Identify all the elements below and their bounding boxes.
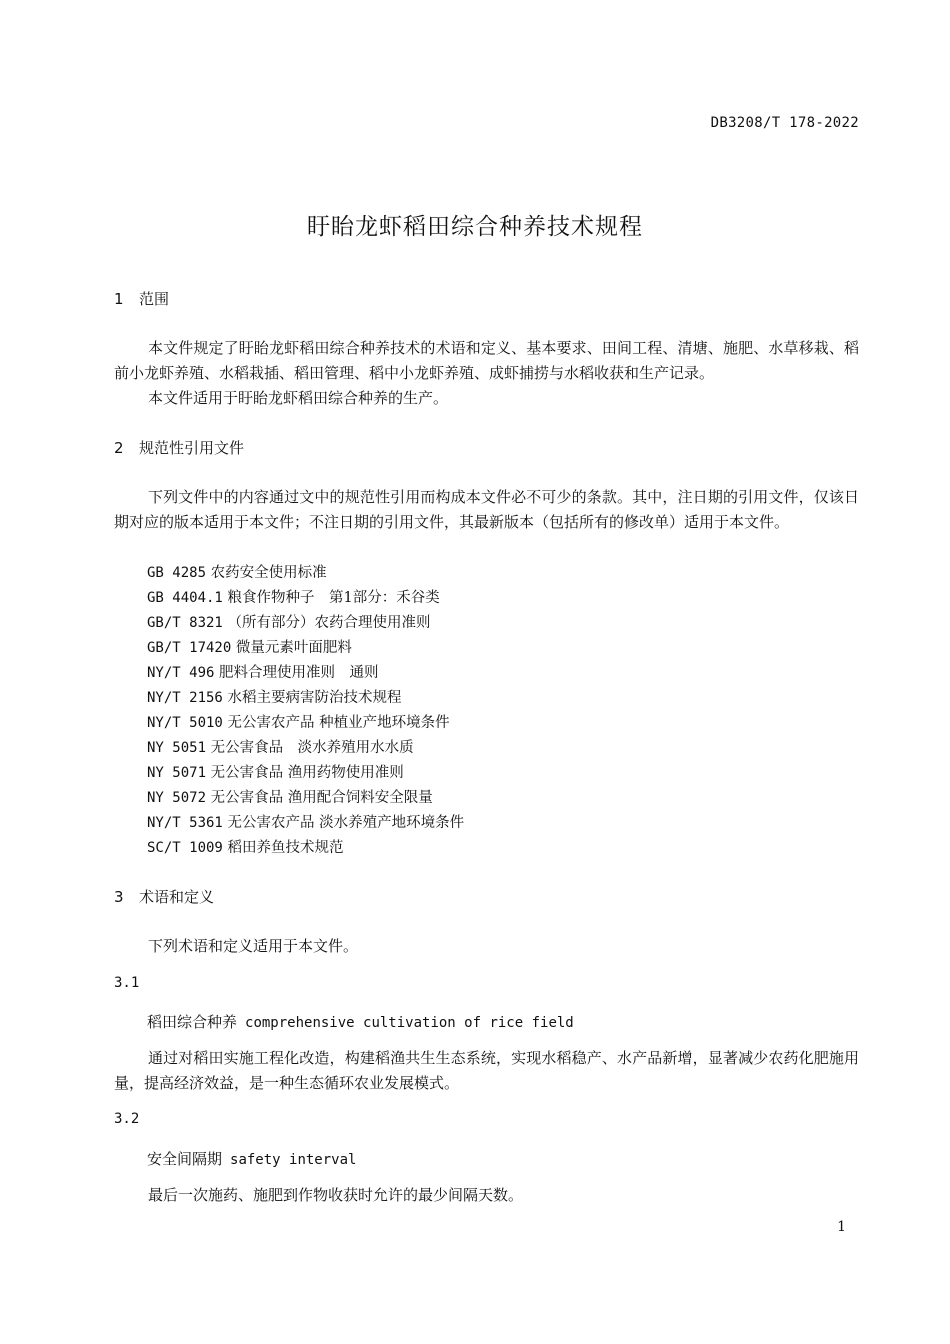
- reference-item: SC/T 1009 稻田养鱼技术规范: [147, 840, 344, 856]
- term-entry: [147, 1011, 574, 1032]
- document-number: DB3208/T 178-2022: [710, 115, 859, 131]
- section-title: 范围: [139, 290, 170, 308]
- section-heading-terms: [114, 886, 214, 907]
- reference-item: NY 5072 无公害食品 渔用配合饲料安全限量: [147, 790, 433, 806]
- reference-item: GB/T 17420 微量元素叶面肥料: [147, 640, 352, 656]
- page-number: 1: [837, 1219, 846, 1235]
- section-number: 1: [114, 290, 124, 308]
- section-number: 2: [114, 439, 124, 457]
- document-title: 盱眙龙虾稻田综合种养技术规程: [307, 214, 643, 240]
- reference-item: NY 5071 无公害食品 渔用药物使用准则: [147, 765, 404, 781]
- reference-item: NY/T 496 肥料合理使用准则 通则: [147, 665, 379, 681]
- section-title: 术语和定义: [139, 888, 215, 906]
- references-paragraph: 下列文件中的内容通过文中的规范性引用而构成本文件必不可少的条款。其中，注日期的引用文件，仅该日期对应的版本适用于本文件；不注日期的引用文件，其最新版本（包括所有的修改单）适用于本文件。: [114, 488, 859, 531]
- terms-intro-paragraph: 下列术语和定义适用于本文件。: [148, 937, 359, 955]
- reference-item: NY/T 2156 水稻主要病害防治技术规程: [147, 690, 402, 706]
- term-entry: [147, 1148, 356, 1169]
- reference-item: GB 4285 农药安全使用标准: [147, 565, 327, 581]
- term-number: 3.1: [114, 975, 140, 991]
- term-definition: 最后一次施药、施肥到作物收获时允许的最少间隔天数。: [148, 1186, 524, 1204]
- section-heading-scope: [114, 288, 169, 309]
- term-chinese: 安全间隔期: [147, 1150, 223, 1168]
- scope-paragraph-2: 本文件适用于盱眙龙虾稻田综合种养的生产。: [148, 389, 449, 407]
- scope-paragraph-1: 本文件规定了盱眙龙虾稻田综合种养技术的术语和定义、基本要求、田间工程、清塘、施肥、水草移栽、稻前小龙虾养殖、水稻栽插、稻田管理、稻中小龙虾养殖、成虾捕捞与水稻收获和生产记录。: [114, 339, 859, 382]
- reference-item: GB 4404.1 粮食作物种子 第1部分：禾谷类: [147, 590, 440, 606]
- term-english: comprehensive cultivation of rice field: [245, 1015, 574, 1031]
- term-definition: 通过对稻田实施工程化改造，构建稻渔共生生态系统，实现水稻稳产、水产品新增，显著减少农药化肥施用量，提高经济效益，是一种生态循环农业发展模式。: [114, 1049, 859, 1092]
- section-title: 规范性引用文件: [139, 439, 245, 457]
- reference-item: NY 5051 无公害食品 淡水养殖用水水质: [147, 740, 414, 756]
- term-chinese: 稻田综合种养: [147, 1013, 238, 1031]
- reference-item: GB/T 8321 （所有部分）农药合理使用准则: [147, 615, 431, 631]
- section-heading-normative-references: [114, 437, 244, 458]
- section-number: 3: [114, 888, 124, 906]
- reference-item: NY/T 5361 无公害农产品 淡水养殖产地环境条件: [147, 815, 465, 831]
- reference-item: NY/T 5010 无公害农产品 种植业产地环境条件: [147, 715, 450, 731]
- term-number: 3.2: [114, 1111, 140, 1127]
- term-english: safety interval: [230, 1152, 357, 1168]
